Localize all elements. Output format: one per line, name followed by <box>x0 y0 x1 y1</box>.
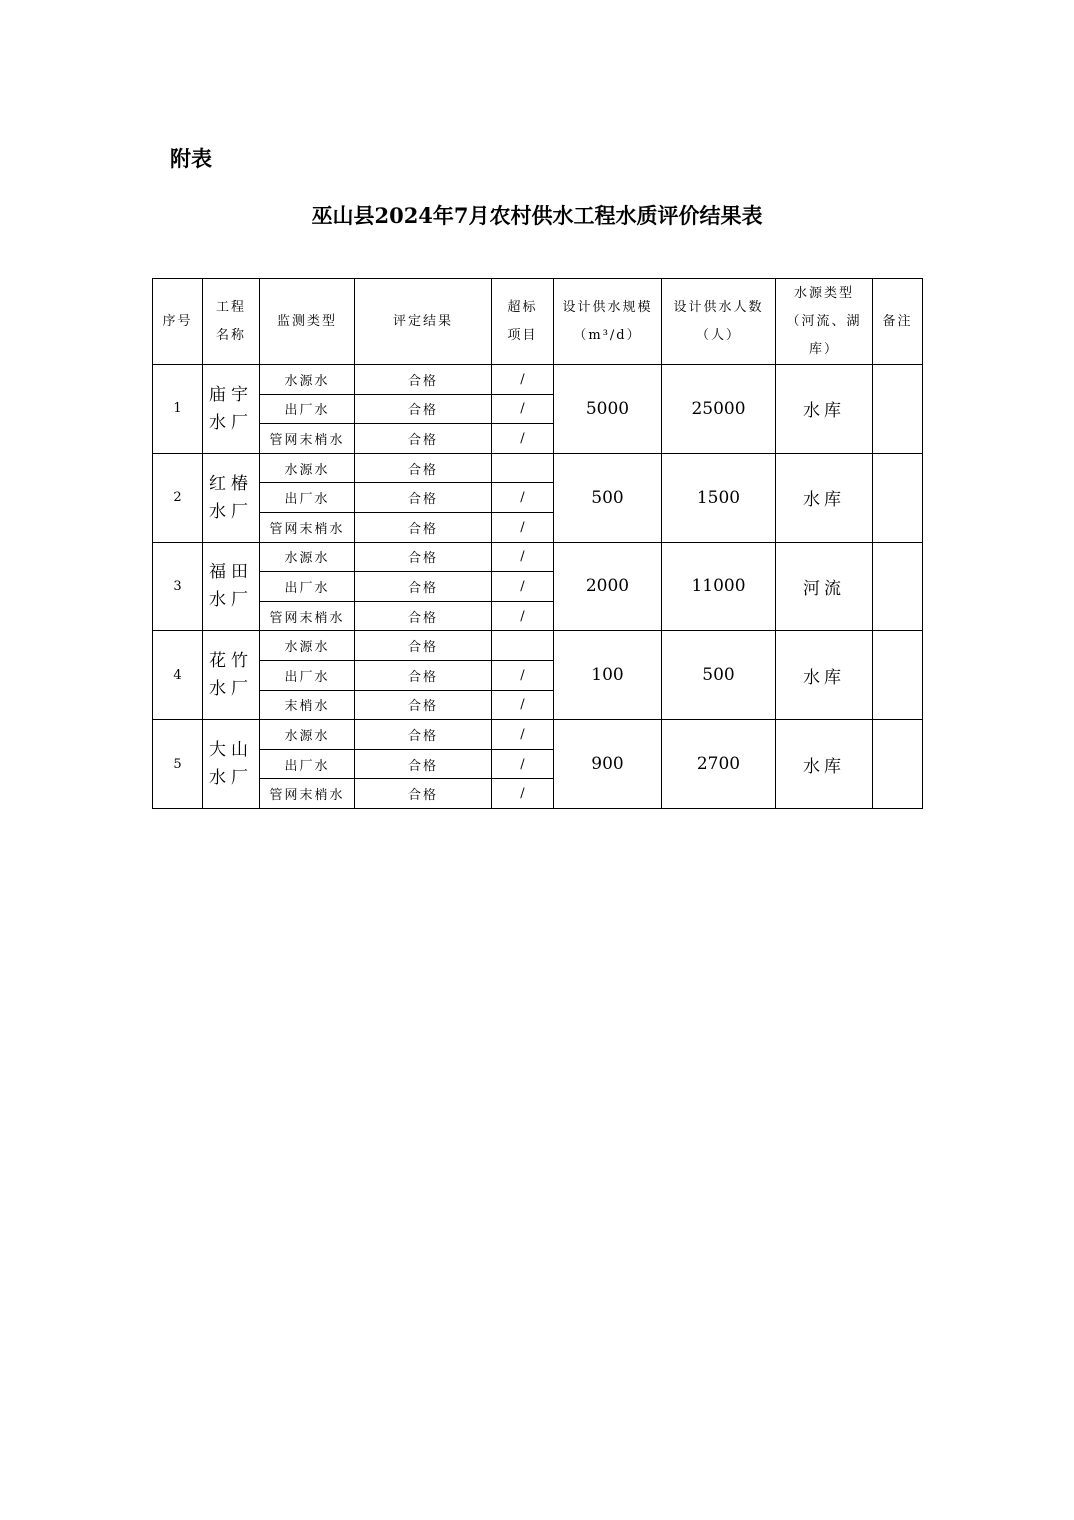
water-quality-table <box>152 278 923 809</box>
exceed-cell: / <box>492 690 554 720</box>
exceed-cell: / <box>492 660 554 690</box>
header-result: 评定结果 <box>355 279 492 365</box>
result-cell: 合格 <box>355 483 492 513</box>
project-name-line2: 水厂 <box>209 590 253 611</box>
header-remark: 备注 <box>873 279 923 365</box>
monitor-type-cell: 水源水 <box>260 720 355 750</box>
header-name-line2: 名称 <box>215 327 246 343</box>
result-cell: 合格 <box>355 749 492 779</box>
monitor-type-cell: 出厂水 <box>260 394 355 424</box>
monitor-type-cell: 出厂水 <box>260 660 355 690</box>
source-type-cell: 水库 <box>776 631 873 720</box>
population-cell: 2700 <box>662 720 776 809</box>
exceed-cell: / <box>492 483 554 513</box>
project-name <box>203 453 260 542</box>
population-cell: 11000 <box>662 542 776 631</box>
header-source-type <box>776 279 873 365</box>
monitor-type-cell: 管网末梢水 <box>260 424 355 454</box>
header-source-line2: （河流、湖 <box>786 313 862 329</box>
scale-cell: 500 <box>554 453 662 542</box>
project-name-line2: 水厂 <box>209 501 253 522</box>
project-seq: 4 <box>153 631 203 720</box>
exceed-cell: / <box>492 542 554 572</box>
table-row <box>153 631 923 661</box>
project-name <box>203 365 260 454</box>
scale-cell: 2000 <box>554 542 662 631</box>
table-row <box>153 542 923 572</box>
remark-cell <box>873 542 923 631</box>
project-name <box>203 720 260 809</box>
header-population-line1: 设计供水人数 <box>673 299 764 315</box>
monitor-type-cell: 水源水 <box>260 631 355 661</box>
project-name <box>203 631 260 720</box>
header-name <box>203 279 260 365</box>
header-population-line2: （人） <box>695 327 741 343</box>
table-row <box>153 453 923 483</box>
exceed-cell: / <box>492 394 554 424</box>
table-header-row <box>153 279 923 365</box>
exceed-cell: / <box>492 720 554 750</box>
monitor-type-cell: 末梢水 <box>260 690 355 720</box>
page-title: 巫山县2024年7月农村供水工程水质评价结果表 <box>311 203 763 228</box>
exceed-cell <box>492 631 554 661</box>
project-name-line1: 福田 <box>209 562 253 583</box>
remark-cell <box>873 631 923 720</box>
header-source-line1: 水源类型 <box>793 285 854 301</box>
project-name-line1: 红椿 <box>209 473 253 494</box>
population-cell: 1500 <box>662 453 776 542</box>
monitor-type-cell: 管网末梢水 <box>260 512 355 542</box>
scale-cell: 900 <box>554 720 662 809</box>
result-cell: 合格 <box>355 660 492 690</box>
project-seq: 5 <box>153 720 203 809</box>
monitor-type-cell: 管网末梢水 <box>260 779 355 809</box>
header-scale-line2: （m³/d） <box>573 327 642 343</box>
source-type-cell: 河流 <box>776 542 873 631</box>
monitor-type-cell: 出厂水 <box>260 572 355 602</box>
project-seq: 2 <box>153 453 203 542</box>
exceed-cell: / <box>492 572 554 602</box>
project-name-line1: 庙宇 <box>209 384 253 405</box>
result-cell: 合格 <box>355 453 492 483</box>
table-row <box>153 365 923 395</box>
exceed-cell: / <box>492 601 554 631</box>
header-exceed <box>492 279 554 365</box>
monitor-type-cell: 水源水 <box>260 365 355 395</box>
project-seq: 1 <box>153 365 203 454</box>
exceed-cell: / <box>492 365 554 395</box>
project-seq: 3 <box>153 542 203 631</box>
exceed-cell: / <box>492 512 554 542</box>
exceed-cell: / <box>492 779 554 809</box>
header-exceed-line2: 项目 <box>507 327 538 343</box>
result-cell: 合格 <box>355 512 492 542</box>
header-seq: 序号 <box>153 279 203 365</box>
population-cell: 25000 <box>662 365 776 454</box>
header-scale-line1: 设计供水规模 <box>562 299 653 315</box>
result-cell: 合格 <box>355 424 492 454</box>
result-cell: 合格 <box>355 720 492 750</box>
header-population <box>662 279 776 365</box>
result-cell: 合格 <box>355 572 492 602</box>
exceed-cell <box>492 453 554 483</box>
table-row <box>153 720 923 750</box>
source-type-cell: 水库 <box>776 365 873 454</box>
result-cell: 合格 <box>355 631 492 661</box>
project-name-line1: 花竹 <box>209 651 253 672</box>
population-cell: 500 <box>662 631 776 720</box>
monitor-type-cell: 出厂水 <box>260 749 355 779</box>
result-cell: 合格 <box>355 542 492 572</box>
source-type-cell: 水库 <box>776 720 873 809</box>
header-scale <box>554 279 662 365</box>
remark-cell <box>873 453 923 542</box>
project-name-line2: 水厂 <box>209 768 253 789</box>
result-cell: 合格 <box>355 601 492 631</box>
header-monitor-type: 监测类型 <box>260 279 355 365</box>
project-name-line2: 水厂 <box>209 679 253 700</box>
result-cell: 合格 <box>355 394 492 424</box>
monitor-type-cell: 管网末梢水 <box>260 601 355 631</box>
header-source-line3: 库） <box>808 341 839 357</box>
monitor-type-cell: 出厂水 <box>260 483 355 513</box>
project-name-line1: 大山 <box>209 740 253 761</box>
project-name <box>203 542 260 631</box>
header-name-line1: 工程 <box>215 299 246 315</box>
monitor-type-cell: 水源水 <box>260 542 355 572</box>
appendix-label: 附表 <box>170 146 212 171</box>
header-exceed-line1: 超标 <box>507 299 538 315</box>
scale-cell: 100 <box>554 631 662 720</box>
scale-cell: 5000 <box>554 365 662 454</box>
exceed-cell: / <box>492 749 554 779</box>
result-cell: 合格 <box>355 690 492 720</box>
monitor-type-cell: 水源水 <box>260 453 355 483</box>
result-cell: 合格 <box>355 365 492 395</box>
exceed-cell: / <box>492 424 554 454</box>
project-name-line2: 水厂 <box>209 412 253 433</box>
remark-cell <box>873 365 923 454</box>
result-cell: 合格 <box>355 779 492 809</box>
remark-cell <box>873 720 923 809</box>
source-type-cell: 水库 <box>776 453 873 542</box>
